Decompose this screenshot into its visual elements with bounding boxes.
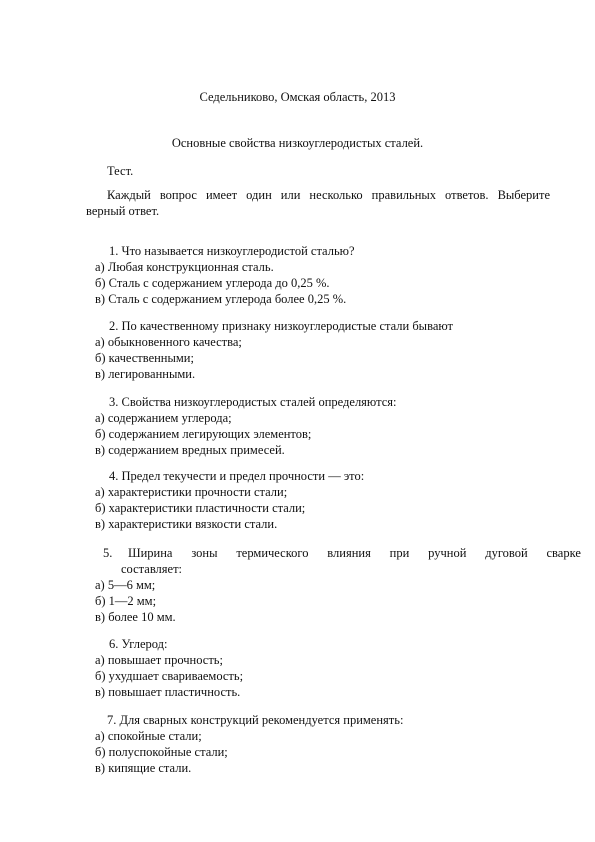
question-5-word: Ширина xyxy=(128,546,173,560)
question-3-text: 3. Свойства низкоуглеродистых сталей определяются: xyxy=(109,395,397,409)
question-4-text: 4. Предел текучести и предел прочности — это: xyxy=(109,469,365,483)
document-header: Седельниково, Омская область, 2013 xyxy=(199,90,396,104)
question-5-option-b: б) 1—2 мм; xyxy=(95,594,157,608)
question-2-option-a: а) обыкновенного качества; xyxy=(95,335,242,349)
question-1-option-c: в) Сталь с содержанием углерода более 0,25 %. xyxy=(95,292,347,306)
question-1-option-b: б) Сталь с содержанием углерода до 0,25 %. xyxy=(95,276,330,290)
question-5-number: 5. xyxy=(103,546,113,560)
instruction-line-2: верный ответ. xyxy=(86,204,160,218)
question-3-option-a: а) содержанием углерода; xyxy=(95,411,232,425)
question-6-option-c: в) повышает пластичность. xyxy=(95,685,241,699)
instruction-line-1: Каждый вопрос имеет один или несколько правильных ответов. Выберите xyxy=(107,188,550,202)
question-2-option-b: б) качественными; xyxy=(95,351,194,365)
question-5-word: влияния xyxy=(327,546,371,560)
question-5-word: сварке xyxy=(546,546,581,560)
test-label: Тест. xyxy=(107,164,134,178)
question-5-option-a: а) 5—6 мм; xyxy=(95,578,156,592)
question-7-text: 7. Для сварных конструкций рекомендуется применять: xyxy=(107,713,404,727)
question-3-option-b: б) содержанием легирующих элементов; xyxy=(95,427,312,441)
question-5-word: дуговой xyxy=(485,546,528,560)
question-4-option-c: в) характеристики вязкости стали. xyxy=(95,517,278,531)
question-4-option-a: а) характеристики прочности стали; xyxy=(95,485,288,499)
question-7-option-a: а) спокойные стали; xyxy=(95,729,202,743)
question-6-option-a: а) повышает прочность; xyxy=(95,653,223,667)
question-5-option-c: в) более 10 мм. xyxy=(95,610,176,624)
question-2-text: 2. По качественному признаку низкоуглеродистые стали бывают xyxy=(109,319,454,333)
question-5-word: зоны xyxy=(191,546,218,560)
question-2-option-c: в) легированными. xyxy=(95,367,196,381)
question-1-option-a: а) Любая конструкционная сталь. xyxy=(95,260,274,274)
question-6-text: 6. Углерод: xyxy=(109,637,168,651)
question-7-option-b: б) полуспокойные стали; xyxy=(95,745,228,759)
question-4-option-b: б) характеристики пластичности стали; xyxy=(95,501,306,515)
question-5-text-line-2: составляет: xyxy=(121,562,183,576)
question-6-option-b: б) ухудшает свариваемость; xyxy=(95,669,244,683)
question-5-word: при xyxy=(389,546,410,560)
document-title: Основные свойства низкоуглеродистых сталей. xyxy=(171,136,424,150)
question-7-option-c: в) кипящие стали. xyxy=(95,761,192,775)
question-3-option-c: в) содержанием вредных примесей. xyxy=(95,443,285,457)
question-1-text: 1. Что называется низкоуглеродистой сталью? xyxy=(109,244,355,258)
question-5-text-line-1 xyxy=(128,545,581,561)
question-5-word: термического xyxy=(236,546,309,560)
question-5-word: ручной xyxy=(428,546,467,560)
